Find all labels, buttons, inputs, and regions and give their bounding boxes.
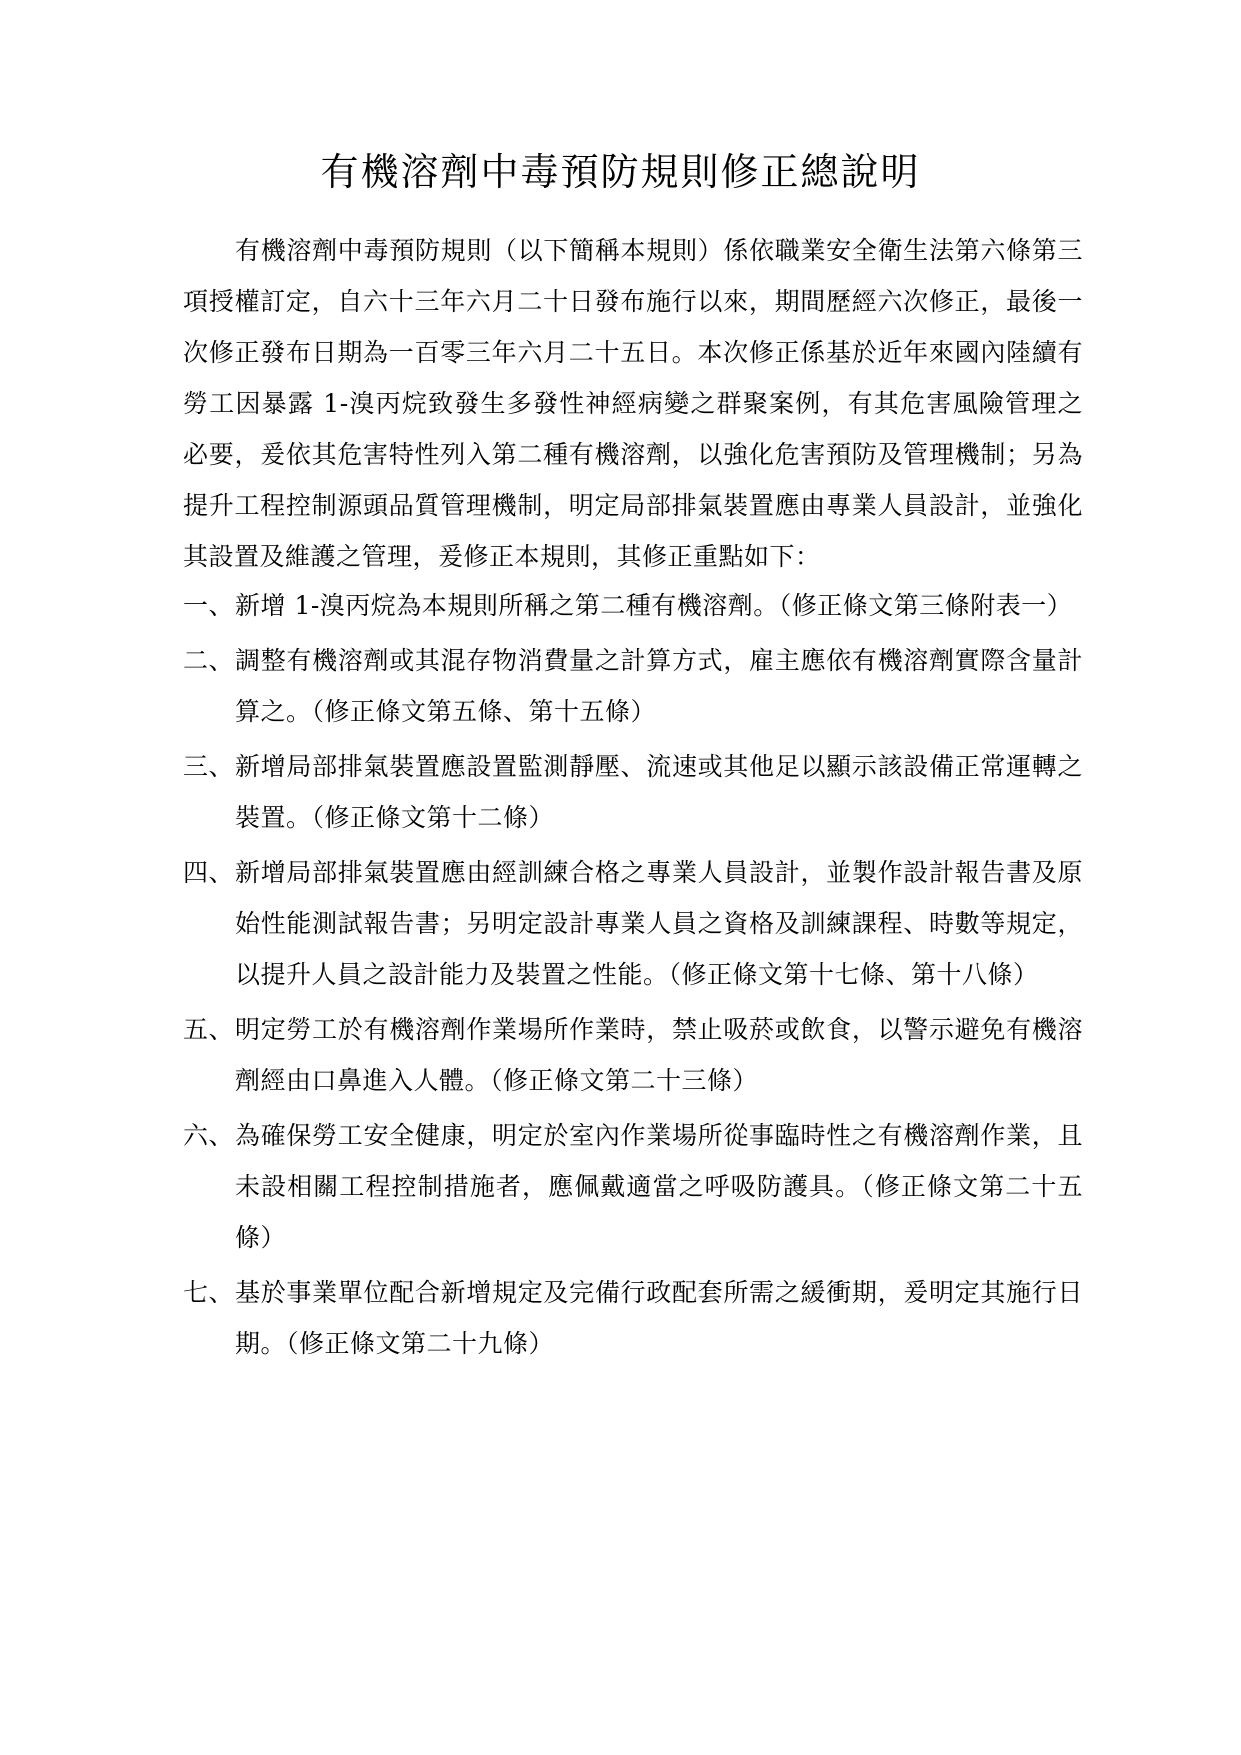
amendment-points-list <box>183 580 1083 1373</box>
list-item-marker: 四、 <box>183 858 235 887</box>
list-item-marker: 七、 <box>183 1278 235 1307</box>
list-item-text: 新增局部排氣裝置應由經訓練合格之專業人員設計，並製作設計報告書及原始性能測試報告書；另明定設計專業人員之資格及訓練課程、時數等規定，以提升人員之設計能力及裝置之性能。（修正條文第十七條、第十八條） <box>235 858 1083 989</box>
intro-paragraph: 有機溶劑中毒預防規則（以下簡稱本規則）係依職業安全衛生法第六條第三項授權訂定，自六十三年六月二十日發布施行以來，期間歷經六次修正，最後一次修正發布日期為一百零三年六月二十五日。本次修正係基於近年來國內陸續有勞工因暴露 1-溴丙烷致發生多發性神經病變之群聚案例，有其危害風險管理之必要，爰依其危害特性列入第二種有機溶劑，以強化危害預防及管理機制；另為提升工程控制源頭品質管理機制，明定局部排氣裝置應由專業人員設計，並強化其設置及維護之管理，爰修正本規則，其修正重點如下： <box>183 236 1083 571</box>
list-item-marker: 三、 <box>183 752 235 781</box>
list-item-marker: 五、 <box>183 1015 235 1044</box>
list-item <box>183 1267 1083 1369</box>
list-item <box>183 1004 1083 1106</box>
list-item-text: 新增 1-溴丙烷為本規則所稱之第二種有機溶劑。（修正條文第三條附表一） <box>235 591 1073 620</box>
list-item-marker: 六、 <box>183 1121 235 1150</box>
list-item-text: 為確保勞工安全健康，明定於室內作業場所從事臨時性之有機溶劑作業，且未設相關工程控制措施者，應佩戴適當之呼吸防護具。（修正條文第二十五條） <box>235 1121 1083 1252</box>
list-item <box>183 635 1083 737</box>
list-item-marker: 二、 <box>183 646 235 675</box>
list-item <box>183 741 1083 843</box>
document-title: 有機溶劑中毒預防規則修正總說明 <box>320 150 921 194</box>
list-item <box>183 1110 1083 1263</box>
list-item <box>183 847 1083 1000</box>
list-item-text: 基於事業單位配合新增規定及完備行政配套所需之緩衝期，爰明定其施行日期。（修正條文第二十九條） <box>235 1278 1083 1358</box>
list-item-text: 明定勞工於有機溶劑作業場所作業時，禁止吸菸或飲食，以警示避免有機溶劑經由口鼻進入人體。（修正條文第二十三條） <box>235 1015 1083 1095</box>
list-item-text: 調整有機溶劑或其混存物消費量之計算方式，雇主應依有機溶劑實際含量計算之。（修正條文第五條、第十五條） <box>235 646 1083 726</box>
list-item-text: 新增局部排氣裝置應設置監測靜壓、流速或其他足以顯示該設備正常運轉之裝置。（修正條文第十二條） <box>235 752 1083 832</box>
list-item <box>183 580 1083 631</box>
list-item-marker: 一、 <box>183 591 235 620</box>
